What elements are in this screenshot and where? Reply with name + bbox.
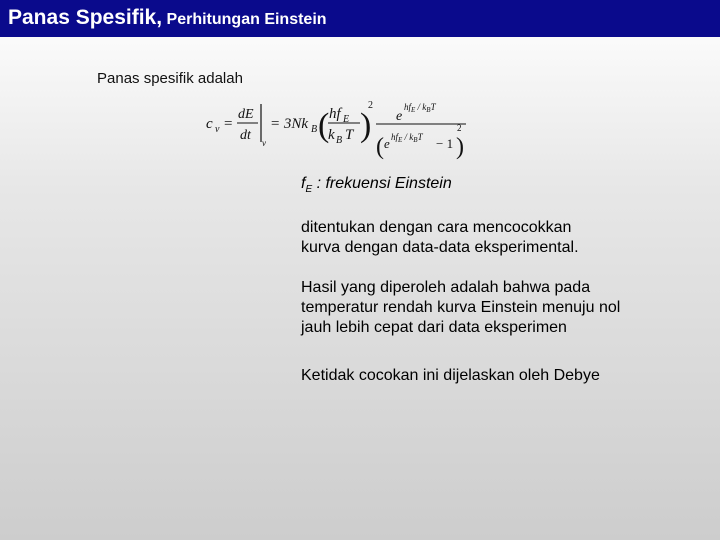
paragraph-line: ditentukan dengan cara mencocokkan — [301, 219, 572, 236]
title-sub: Perhitungan Einstein — [166, 11, 327, 28]
formula-lhs-sub: v — [215, 124, 220, 135]
formula-den-e: e — [384, 136, 390, 151]
formula-kB: k — [328, 127, 335, 143]
formula-coef-sub: B — [311, 124, 318, 135]
paren-left: ( — [318, 107, 330, 144]
paren-right: ) — [360, 107, 372, 144]
paragraph-debye — [301, 366, 701, 386]
paragraph-line: Ketidak cocokan ini dijelaskan oleh Debye — [301, 367, 600, 384]
formula-eq: = — [224, 116, 233, 132]
formula-dE: dE — [238, 107, 254, 122]
formula-num-exp: $hf_E / k_BT$ — [404, 102, 436, 114]
formula-hf-sub: E — [343, 114, 350, 125]
formula-num-e: e — [396, 109, 403, 124]
formula-coef: = 3Nk — [270, 116, 309, 132]
formula-lhs: c — [206, 116, 213, 132]
fe-description: : frekuensi Einstein — [312, 175, 452, 192]
einstein-frequency-note — [301, 174, 452, 200]
fe-symbol: f — [301, 175, 306, 192]
den-paren-left: ( — [376, 134, 384, 160]
paragraph-line: jauh lebih cepat dari data eksperimen — [301, 319, 567, 336]
formula-den-exp: $hf_E / k_BT$ — [391, 132, 423, 144]
formula-den-minus: − 1 — [436, 136, 454, 151]
intro-text: Panas spesifik adalah — [97, 70, 243, 87]
fe-subscript: E — [305, 184, 313, 196]
paragraph-line: temperatur rendah kurva Einstein menuju nol — [301, 299, 621, 316]
formula-hf: hf — [329, 106, 341, 122]
paragraph-line: Hasil yang diperoleh adalah bahwa pada — [301, 279, 591, 296]
slide-title — [8, 6, 327, 30]
formula-deriv-sub: v — [262, 138, 266, 148]
formula-kB-sub: B — [336, 135, 343, 146]
formula-dt: dt — [240, 128, 251, 143]
title-main: Panas Spesifik, — [8, 6, 163, 29]
paragraph-result — [301, 278, 701, 338]
formula-svg — [200, 96, 480, 158]
specific-heat-formula — [200, 96, 480, 158]
paragraph-fitting — [301, 218, 681, 258]
formula-power: 2 — [368, 100, 373, 111]
formula-den-power: 2 — [457, 123, 462, 133]
title-bar — [0, 0, 720, 37]
den-paren-right: ) — [456, 134, 464, 160]
paragraph-line: kurva dengan data-data eksperimental. — [301, 239, 579, 256]
formula-T: T — [345, 127, 354, 143]
